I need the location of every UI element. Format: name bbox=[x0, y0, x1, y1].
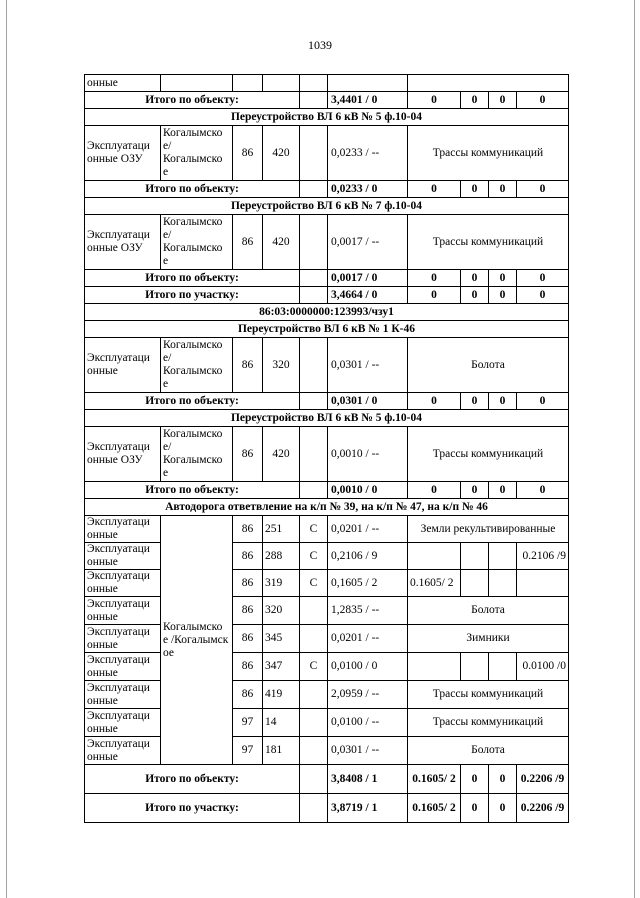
district-name: Когалымско е/ Когалымско е bbox=[161, 338, 233, 393]
code-cell: 288 bbox=[263, 543, 300, 570]
code-cell: С bbox=[300, 570, 328, 597]
code-cell: 86 bbox=[233, 516, 263, 543]
total-value: 0 bbox=[489, 287, 517, 304]
district-name: Когалымско е/ Когалымско е bbox=[161, 215, 233, 270]
area-value: 0,0301 / -- bbox=[328, 737, 408, 765]
area-value: 0,0201 / -- bbox=[328, 625, 408, 653]
section-header-row bbox=[85, 321, 569, 338]
land-type: Трассы коммуникаций bbox=[408, 427, 569, 482]
code-cell bbox=[300, 681, 328, 709]
total-value: 0 bbox=[461, 181, 489, 198]
section-header-row bbox=[85, 499, 569, 516]
data-row bbox=[85, 625, 569, 653]
total-value: 0 bbox=[517, 181, 569, 198]
section-header-row bbox=[85, 304, 569, 321]
type-cell: онные bbox=[85, 75, 161, 92]
total-value: 0.1605/ 2 bbox=[408, 794, 461, 823]
land-type: Болота bbox=[408, 338, 569, 393]
code-cell: 86 bbox=[233, 570, 263, 597]
code-cell: 86 bbox=[233, 126, 263, 181]
district-name: Когалымско е/ Когалымско е bbox=[161, 126, 233, 181]
total-value: 0 bbox=[517, 92, 569, 109]
area-value: 0,0201 / -- bbox=[328, 516, 408, 543]
area-value: 0,0010 / -- bbox=[328, 427, 408, 482]
area-value: 0,0017 / -- bbox=[328, 215, 408, 270]
total-label: Итого по участку: bbox=[85, 287, 300, 304]
land-category: Эксплуатаци онные bbox=[85, 625, 161, 653]
empty-cell bbox=[408, 75, 569, 92]
code-cell: 86 bbox=[233, 427, 263, 482]
district-name: Когалымско е/ Когалымско е bbox=[161, 427, 233, 482]
total-row bbox=[85, 393, 569, 410]
scan-edge-left bbox=[6, 0, 7, 898]
total-row bbox=[85, 765, 569, 794]
code-cell: 86 bbox=[233, 543, 263, 570]
total-value: 0 bbox=[517, 270, 569, 287]
land-category: Эксплуатаци онные ОЗУ bbox=[85, 126, 161, 181]
value-cell bbox=[489, 653, 517, 681]
total-value: 0 bbox=[461, 482, 489, 499]
code-cell: 97 bbox=[233, 737, 263, 765]
land-type: Зимники bbox=[408, 625, 569, 653]
land-category: Эксплуатаци онные bbox=[85, 597, 161, 625]
area-value: 0,2106 / 9 bbox=[328, 543, 408, 570]
total-area: 3,8719 / 1 bbox=[328, 794, 408, 823]
data-row bbox=[85, 737, 569, 765]
land-category: Эксплуатаци онные bbox=[85, 653, 161, 681]
area-value: 0,0100 / 0 bbox=[328, 653, 408, 681]
total-row bbox=[85, 794, 569, 823]
land-category: Эксплуатаци онные ОЗУ bbox=[85, 215, 161, 270]
page-number: 1039 bbox=[308, 38, 332, 52]
value-cell bbox=[461, 653, 489, 681]
total-area: 3,8408 / 1 bbox=[328, 765, 408, 794]
code-cell: 345 bbox=[263, 625, 300, 653]
total-row bbox=[85, 181, 569, 198]
code-cell: 320 bbox=[263, 338, 300, 393]
section-title: Переустройство ВЛ 6 кВ № 7 ф.10-04 bbox=[85, 198, 569, 215]
total-value: 0 bbox=[408, 92, 461, 109]
code-cell: 86 bbox=[233, 681, 263, 709]
land-type: Болота bbox=[408, 737, 569, 765]
total-value: 0 bbox=[461, 794, 489, 823]
total-value: 0 bbox=[489, 393, 517, 410]
land-category: Эксплуатаци онные bbox=[85, 570, 161, 597]
code-cell: 420 bbox=[263, 427, 300, 482]
empty-cell bbox=[300, 765, 328, 794]
data-row bbox=[85, 215, 569, 270]
data-row bbox=[85, 543, 569, 570]
code-cell: С bbox=[300, 653, 328, 681]
empty-cell bbox=[300, 215, 328, 270]
total-value: 0 bbox=[489, 270, 517, 287]
code-cell: 86 bbox=[233, 338, 263, 393]
land-category: Эксплуатаци онные bbox=[85, 681, 161, 709]
code-cell: 97 bbox=[233, 709, 263, 737]
code-cell bbox=[300, 625, 328, 653]
code-cell: С bbox=[300, 543, 328, 570]
empty-cell bbox=[300, 427, 328, 482]
empty-cell bbox=[300, 338, 328, 393]
total-value: 0 bbox=[489, 92, 517, 109]
total-value: 0 bbox=[461, 92, 489, 109]
total-value: 0.2206 /9 bbox=[517, 794, 569, 823]
code-cell: 320 bbox=[263, 597, 300, 625]
code-cell: 86 bbox=[233, 597, 263, 625]
total-row bbox=[85, 482, 569, 499]
area-value: 0,0301 / -- bbox=[328, 338, 408, 393]
total-value: 0 bbox=[489, 765, 517, 794]
total-row bbox=[85, 92, 569, 109]
land-plot-table bbox=[84, 74, 569, 823]
total-value: 0 bbox=[461, 270, 489, 287]
empty-cell bbox=[300, 181, 328, 198]
total-label: Итого по объекту: bbox=[85, 393, 300, 410]
total-area: 3,4401 / 0 bbox=[328, 92, 408, 109]
table-body bbox=[85, 75, 569, 823]
land-type: Земли рекультивированные bbox=[408, 516, 569, 543]
empty-cell bbox=[300, 126, 328, 181]
section-title: 86:03:0000000:123993/чзу1 bbox=[85, 304, 569, 321]
code-cell: С bbox=[300, 516, 328, 543]
land-category: Эксплуатаци онные bbox=[85, 516, 161, 543]
land-type: Болота bbox=[408, 597, 569, 625]
data-row bbox=[85, 597, 569, 625]
code-cell: 251 bbox=[263, 516, 300, 543]
value-cell bbox=[461, 570, 489, 597]
area-value: 0,1605 / 2 bbox=[328, 570, 408, 597]
total-label: Итого по объекту: bbox=[85, 482, 300, 499]
section-title: Автодорога ответвление на к/п № 39, на к/п № 47, на к/п № 46 bbox=[85, 499, 569, 516]
value-cell: 0.2106 /9 bbox=[517, 543, 569, 570]
land-category: Эксплуатаци онные bbox=[85, 543, 161, 570]
land-category: Эксплуатаци онные bbox=[85, 338, 161, 393]
total-row bbox=[85, 287, 569, 304]
empty-cell bbox=[161, 75, 233, 92]
total-label: Итого по объекту: bbox=[85, 181, 300, 198]
empty-cell bbox=[263, 75, 300, 92]
area-value: 0,0100 / -- bbox=[328, 709, 408, 737]
total-value: 0 bbox=[461, 287, 489, 304]
empty-cell bbox=[300, 393, 328, 410]
section-title: Переустройство ВЛ 6 кВ № 5 ф.10-04 bbox=[85, 410, 569, 427]
code-cell: 420 bbox=[263, 126, 300, 181]
land-type: Трассы коммуникаций bbox=[408, 681, 569, 709]
value-cell bbox=[408, 653, 461, 681]
total-label: Итого по участку: bbox=[85, 794, 300, 823]
total-label: Итого по объекту: bbox=[85, 92, 300, 109]
data-row bbox=[85, 427, 569, 482]
area-value: 2,0959 / -- bbox=[328, 681, 408, 709]
total-value: 0 bbox=[517, 482, 569, 499]
code-cell: 86 bbox=[233, 215, 263, 270]
total-row bbox=[85, 270, 569, 287]
total-value: 0 bbox=[489, 794, 517, 823]
continuation-row bbox=[85, 75, 569, 92]
total-value: 0 bbox=[408, 270, 461, 287]
total-value: 0 bbox=[408, 287, 461, 304]
total-value: 0.2206 /9 bbox=[517, 765, 569, 794]
total-value: 0.1605/ 2 bbox=[408, 765, 461, 794]
area-value: 1,2835 / -- bbox=[328, 597, 408, 625]
total-value: 0 bbox=[408, 181, 461, 198]
data-row bbox=[85, 516, 569, 543]
value-cell: 0.1605/ 2 bbox=[408, 570, 461, 597]
value-cell: 0.0100 /0 bbox=[517, 653, 569, 681]
total-area: 3,4664 / 0 bbox=[328, 287, 408, 304]
section-header-row bbox=[85, 109, 569, 126]
land-type: Трассы коммуникаций bbox=[408, 709, 569, 737]
section-title: Переустройство ВЛ 6 кВ № 5 ф.10-04 bbox=[85, 109, 569, 126]
code-cell: 347 bbox=[263, 653, 300, 681]
total-label: Итого по объекту: bbox=[85, 270, 300, 287]
code-cell bbox=[300, 709, 328, 737]
empty-cell bbox=[300, 794, 328, 823]
total-area: 0,0010 / 0 bbox=[328, 482, 408, 499]
total-value: 0 bbox=[461, 393, 489, 410]
total-value: 0 bbox=[408, 393, 461, 410]
code-cell bbox=[300, 597, 328, 625]
empty-cell bbox=[300, 92, 328, 109]
data-row bbox=[85, 681, 569, 709]
empty-cell bbox=[300, 270, 328, 287]
data-row bbox=[85, 709, 569, 737]
empty-cell bbox=[328, 75, 408, 92]
district-name: Когалымско е /Когалымск ое bbox=[161, 516, 233, 765]
total-label: Итого по объекту: bbox=[85, 765, 300, 794]
total-value: 0 bbox=[461, 765, 489, 794]
code-cell bbox=[300, 737, 328, 765]
total-value: 0 bbox=[489, 482, 517, 499]
land-category: Эксплуатаци онные bbox=[85, 709, 161, 737]
value-cell bbox=[517, 570, 569, 597]
data-row bbox=[85, 653, 569, 681]
code-cell: 14 bbox=[263, 709, 300, 737]
section-title: Переустройство ВЛ 6 кВ № 1 К-46 bbox=[85, 321, 569, 338]
value-cell bbox=[489, 543, 517, 570]
code-cell: 420 bbox=[263, 215, 300, 270]
land-type: Трассы коммуникаций bbox=[408, 126, 569, 181]
total-area: 0,0301 / 0 bbox=[328, 393, 408, 410]
total-area: 0,0017 / 0 bbox=[328, 270, 408, 287]
value-cell bbox=[461, 543, 489, 570]
land-category: Эксплуатаци онные ОЗУ bbox=[85, 427, 161, 482]
scan-edge-right bbox=[634, 0, 635, 898]
data-row bbox=[85, 570, 569, 597]
empty-cell bbox=[233, 75, 263, 92]
total-value: 0 bbox=[408, 482, 461, 499]
total-value: 0 bbox=[489, 181, 517, 198]
code-cell: 86 bbox=[233, 653, 263, 681]
code-cell: 86 bbox=[233, 625, 263, 653]
empty-cell bbox=[300, 75, 328, 92]
code-cell: 419 bbox=[263, 681, 300, 709]
section-header-row bbox=[85, 410, 569, 427]
land-category: Эксплуатаци онные bbox=[85, 737, 161, 765]
data-row bbox=[85, 338, 569, 393]
total-value: 0 bbox=[517, 287, 569, 304]
land-type: Трассы коммуникаций bbox=[408, 215, 569, 270]
empty-cell bbox=[300, 287, 328, 304]
value-cell bbox=[489, 570, 517, 597]
section-header-row bbox=[85, 198, 569, 215]
data-row bbox=[85, 126, 569, 181]
code-cell: 181 bbox=[263, 737, 300, 765]
empty-cell bbox=[300, 482, 328, 499]
area-value: 0,0233 / -- bbox=[328, 126, 408, 181]
value-cell bbox=[408, 543, 461, 570]
total-value: 0 bbox=[517, 393, 569, 410]
code-cell: 319 bbox=[263, 570, 300, 597]
total-area: 0,0233 / 0 bbox=[328, 181, 408, 198]
